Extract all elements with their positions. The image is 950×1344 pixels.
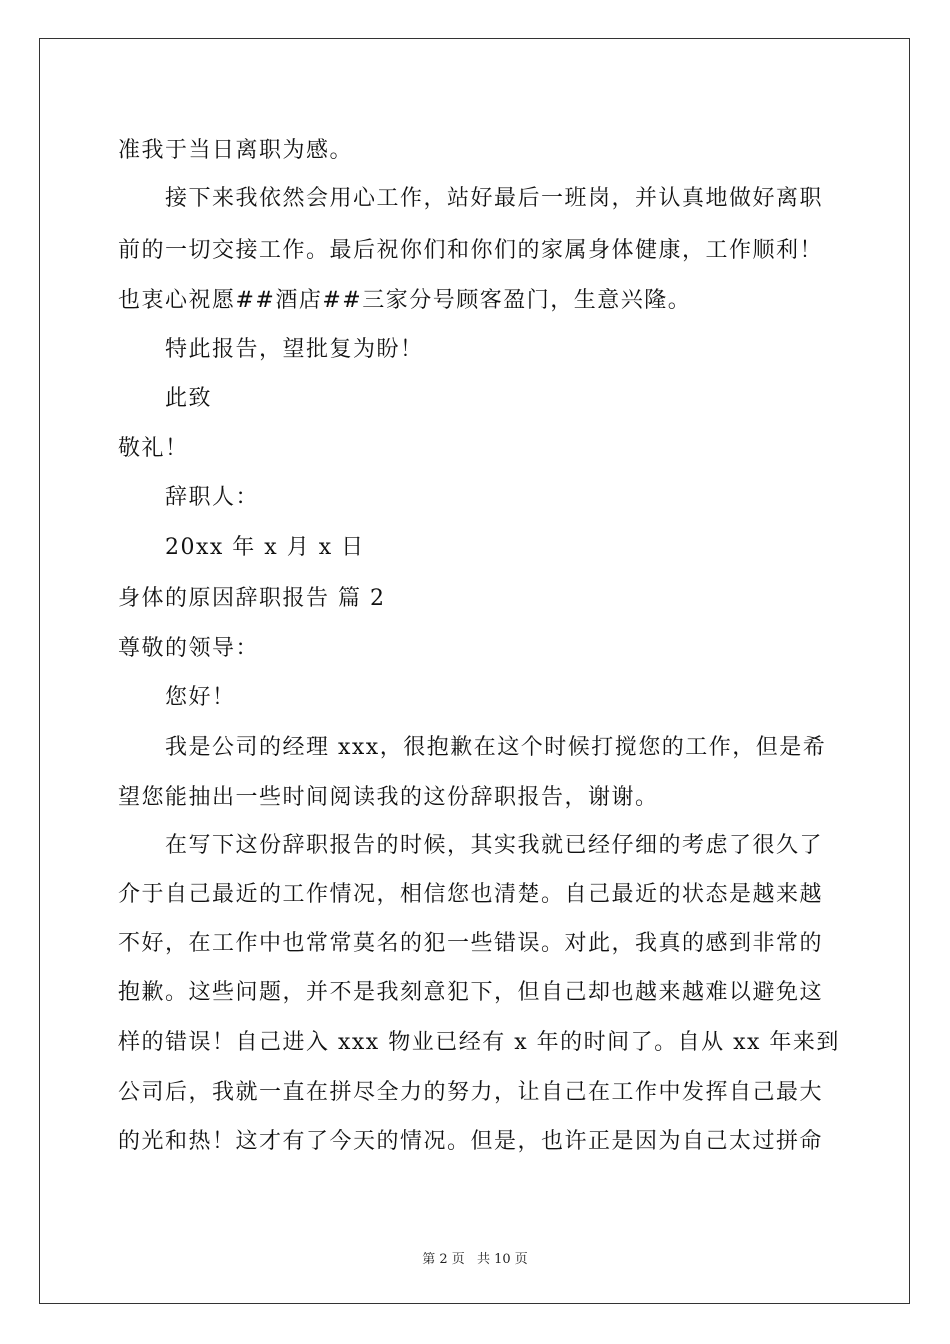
page-number: 第 2 页 [422,1252,465,1267]
date-line: 20xx 年 x 月 x 日 [165,535,365,560]
text-line: 的光和热！这才有了今天的情况。但是，也许正是因为自己太过拼命 [118,1129,824,1154]
text-line: 我是公司的经理 xxx，很抱歉在这个时候打搅您的工作，但是希 [165,735,827,760]
section-title: 身体的原因辞职报告 篇 2 [118,586,386,611]
text-line: 您好！ [165,685,236,710]
page-border [39,38,910,1304]
text-line: 在写下这份辞职报告的时候，其实我就已经仔细的考虑了很久了 [165,833,824,858]
text-line: 抱歉。这些问题，并不是我刻意犯下，但自己却也越来越难以避免这 [118,980,824,1005]
page-total: 共 10 页 [476,1252,528,1267]
greeting: 尊敬的领导： [118,636,260,661]
text-line: 不好，在工作中也常常莫名的犯一些错误。对此，我真的感到非常的 [118,931,824,956]
text-line: 介于自己最近的工作情况，相信您也清楚。自己最近的状态是越来越 [118,882,824,907]
text-line: 特此报告，望批复为盼！ [165,337,424,362]
closing-salutation: 此致 [165,386,213,411]
page-footer [0,1248,950,1267]
signature-label: 辞职人： [165,485,260,510]
text-line: 也衷心祝愿##酒店##三家分号顾客盈门，生意兴隆。 [118,288,692,313]
text-line: 前的一切交接工作。最后祝你们和你们的家属身体健康，工作顺利！ [118,238,824,263]
text-line: 望您能抽出一些时间阅读我的这份辞职报告，谢谢。 [118,785,659,810]
closing-regards: 敬礼！ [118,436,189,461]
text-line: 公司后，我就一直在拼尽全力的努力，让自己在工作中发挥自己最大 [118,1080,824,1105]
text-line: 准我于当日离职为感。 [118,138,354,163]
text-line: 接下来我依然会用心工作，站好最后一班岗，并认真地做好离职 [165,186,824,211]
text-line: 样的错误！自己进入 xxx 物业已经有 x 年的时间了。自从 xx 年来到 [118,1030,840,1055]
